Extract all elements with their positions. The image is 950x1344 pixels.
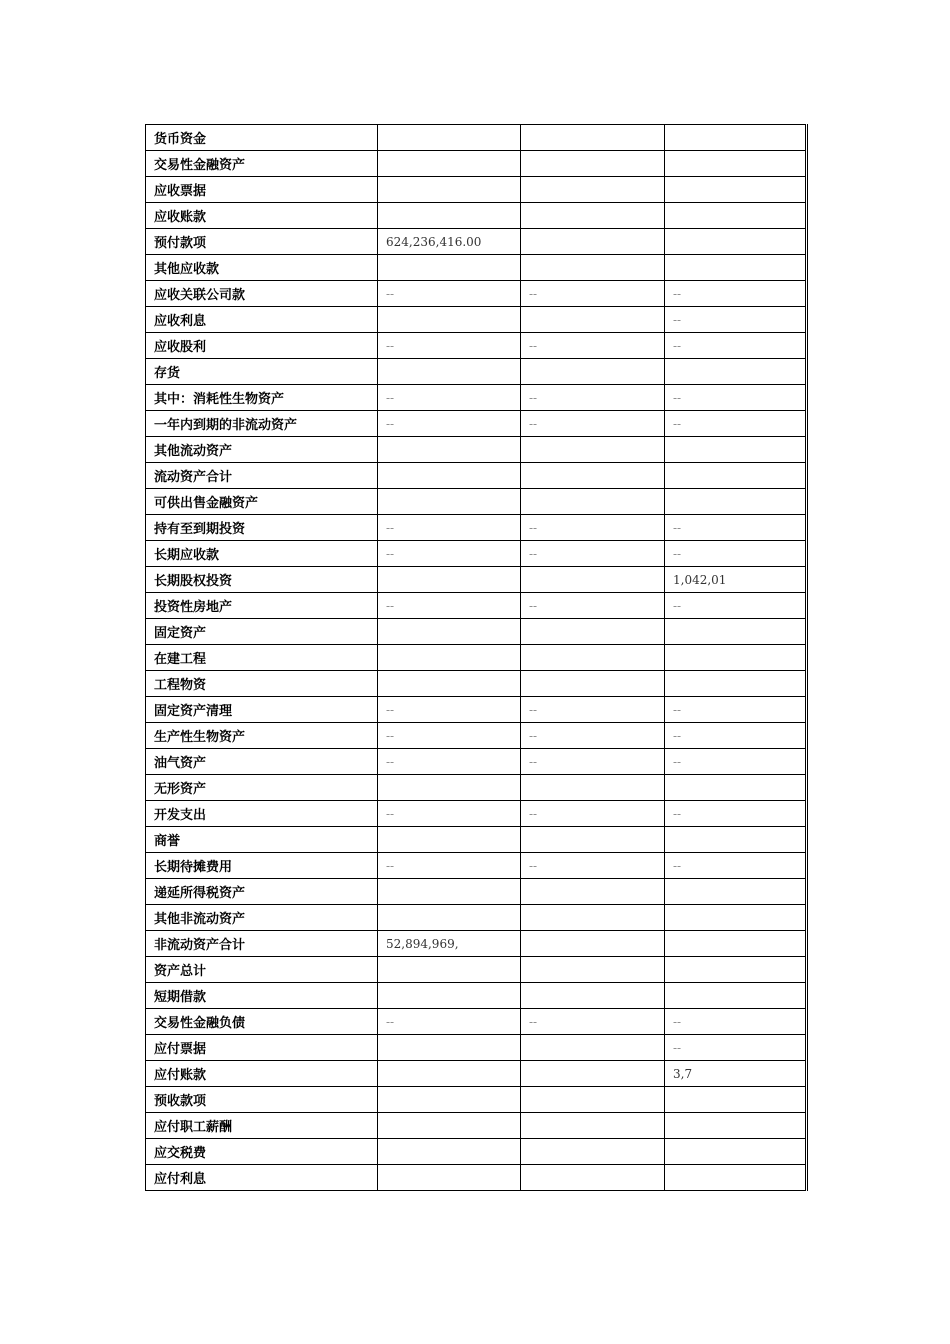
value-cell-col2 xyxy=(521,1035,665,1061)
value-cell-col1: -- xyxy=(378,723,521,749)
row-label: 投资性房地产 xyxy=(146,593,378,619)
value-cell-col3 xyxy=(665,983,807,1009)
row-label: 应付票据 xyxy=(146,1035,378,1061)
value-cell-col1 xyxy=(378,125,521,151)
table-row xyxy=(146,645,807,671)
value-cell-col1: -- xyxy=(378,281,521,307)
value-cell-col1 xyxy=(378,879,521,905)
row-label: 递延所得税资产 xyxy=(146,879,378,905)
value-cell-col3: -- xyxy=(665,515,807,541)
value-cell-col3: -- xyxy=(665,385,807,411)
value-cell-col3 xyxy=(665,151,807,177)
value-cell-col1 xyxy=(378,1139,521,1165)
row-label: 应收票据 xyxy=(146,177,378,203)
table-row xyxy=(146,983,807,1009)
value-cell-col1 xyxy=(378,905,521,931)
row-label: 应收利息 xyxy=(146,307,378,333)
row-label: 应交税费 xyxy=(146,1139,378,1165)
table-row xyxy=(146,333,807,359)
row-label: 应收账款 xyxy=(146,203,378,229)
row-label: 其中：消耗性生物资产 xyxy=(146,385,378,411)
value-cell-col1 xyxy=(378,1061,521,1087)
value-cell-col1: -- xyxy=(378,801,521,827)
row-label: 非流动资产合计 xyxy=(146,931,378,957)
value-cell-col3: -- xyxy=(665,1035,807,1061)
row-label: 长期应收款 xyxy=(146,541,378,567)
value-cell-col2 xyxy=(521,879,665,905)
table-row xyxy=(146,151,807,177)
value-cell-col3 xyxy=(665,203,807,229)
value-cell-col3 xyxy=(665,489,807,515)
value-cell-col2: -- xyxy=(521,697,665,723)
value-cell-col3: -- xyxy=(665,333,807,359)
table-row xyxy=(146,1139,807,1165)
value-cell-col2: -- xyxy=(521,411,665,437)
value-cell-col2 xyxy=(521,151,665,177)
value-cell-col2 xyxy=(521,619,665,645)
table-row xyxy=(146,931,807,957)
table-row xyxy=(146,1035,807,1061)
table-row xyxy=(146,567,807,593)
value-cell-col3 xyxy=(665,957,807,983)
table-row xyxy=(146,1061,807,1087)
row-label: 无形资产 xyxy=(146,775,378,801)
value-cell-col3 xyxy=(665,1139,807,1165)
row-label: 应付利息 xyxy=(146,1165,378,1191)
row-label: 货币资金 xyxy=(146,125,378,151)
table-row xyxy=(146,437,807,463)
value-cell-col3: -- xyxy=(665,307,807,333)
row-label: 商誉 xyxy=(146,827,378,853)
value-cell-col3 xyxy=(665,229,807,255)
table-row xyxy=(146,749,807,775)
row-label: 资产总计 xyxy=(146,957,378,983)
value-cell-col2 xyxy=(521,775,665,801)
value-cell-col2 xyxy=(521,905,665,931)
value-cell-col2 xyxy=(521,931,665,957)
value-cell-col3 xyxy=(665,1087,807,1113)
value-cell-col3: -- xyxy=(665,1009,807,1035)
value-cell-col2: -- xyxy=(521,749,665,775)
table-row xyxy=(146,489,807,515)
value-cell-col1: -- xyxy=(378,385,521,411)
value-cell-col2: -- xyxy=(521,541,665,567)
row-label: 一年内到期的非流动资产 xyxy=(146,411,378,437)
row-label: 应收关联公司款 xyxy=(146,281,378,307)
value-cell-col2 xyxy=(521,1061,665,1087)
value-cell-col3: -- xyxy=(665,853,807,879)
table-row xyxy=(146,359,807,385)
value-cell-col3 xyxy=(665,255,807,281)
value-cell-col2 xyxy=(521,203,665,229)
table-row xyxy=(146,801,807,827)
table-row xyxy=(146,125,807,151)
value-cell-col1 xyxy=(378,255,521,281)
value-cell-col2 xyxy=(521,1087,665,1113)
value-cell-col2: -- xyxy=(521,723,665,749)
row-label: 油气资产 xyxy=(146,749,378,775)
value-cell-col1 xyxy=(378,177,521,203)
table-row xyxy=(146,1009,807,1035)
value-cell-col1 xyxy=(378,1035,521,1061)
value-cell-col1: -- xyxy=(378,853,521,879)
value-cell-col3 xyxy=(665,177,807,203)
value-cell-col2 xyxy=(521,827,665,853)
row-label: 预收款项 xyxy=(146,1087,378,1113)
value-cell-col1: -- xyxy=(378,697,521,723)
value-cell-col3 xyxy=(665,645,807,671)
table-row xyxy=(146,203,807,229)
row-label: 固定资产清理 xyxy=(146,697,378,723)
table-row xyxy=(146,1165,807,1191)
value-cell-col2 xyxy=(521,125,665,151)
value-cell-col3 xyxy=(665,775,807,801)
value-cell-col1 xyxy=(378,983,521,1009)
row-label: 交易性金融负债 xyxy=(146,1009,378,1035)
value-cell-col3: -- xyxy=(665,697,807,723)
row-label: 可供出售金融资产 xyxy=(146,489,378,515)
row-label: 应付账款 xyxy=(146,1061,378,1087)
value-cell-col1 xyxy=(378,645,521,671)
value-cell-col2 xyxy=(521,1113,665,1139)
table-row xyxy=(146,1113,807,1139)
row-label: 其他流动资产 xyxy=(146,437,378,463)
table-row xyxy=(146,905,807,931)
value-cell-col2 xyxy=(521,671,665,697)
row-label: 在建工程 xyxy=(146,645,378,671)
value-cell-col1 xyxy=(378,1113,521,1139)
value-cell-col2 xyxy=(521,359,665,385)
value-cell-col2 xyxy=(521,463,665,489)
value-cell-col1: -- xyxy=(378,593,521,619)
value-cell-col1 xyxy=(378,151,521,177)
value-cell-col3: -- xyxy=(665,801,807,827)
value-cell-col1 xyxy=(378,489,521,515)
value-cell-col1 xyxy=(378,203,521,229)
table-row xyxy=(146,593,807,619)
table-row xyxy=(146,671,807,697)
row-label: 交易性金融资产 xyxy=(146,151,378,177)
value-cell-col1: 624,236,416.00 xyxy=(378,229,521,255)
value-cell-col2: -- xyxy=(521,853,665,879)
value-cell-col1 xyxy=(378,619,521,645)
table-row xyxy=(146,619,807,645)
value-cell-col2 xyxy=(521,1165,665,1191)
value-cell-col1 xyxy=(378,359,521,385)
value-cell-col2: -- xyxy=(521,333,665,359)
row-label: 应收股利 xyxy=(146,333,378,359)
value-cell-col1 xyxy=(378,957,521,983)
value-cell-col1: -- xyxy=(378,541,521,567)
balance-sheet-body xyxy=(146,125,807,1191)
table-row xyxy=(146,229,807,255)
row-label: 生产性生物资产 xyxy=(146,723,378,749)
value-cell-col3: -- xyxy=(665,749,807,775)
value-cell-col3 xyxy=(665,437,807,463)
value-cell-col3 xyxy=(665,827,807,853)
value-cell-col2 xyxy=(521,437,665,463)
value-cell-col1: -- xyxy=(378,333,521,359)
value-cell-col1 xyxy=(378,463,521,489)
value-cell-col1: 52,894,969, xyxy=(378,931,521,957)
value-cell-col1: -- xyxy=(378,749,521,775)
value-cell-col3 xyxy=(665,1113,807,1139)
table-row xyxy=(146,463,807,489)
value-cell-col2: -- xyxy=(521,281,665,307)
table-row xyxy=(146,879,807,905)
value-cell-col1 xyxy=(378,437,521,463)
value-cell-col2: -- xyxy=(521,515,665,541)
table-row xyxy=(146,307,807,333)
row-label: 开发支出 xyxy=(146,801,378,827)
value-cell-col2 xyxy=(521,177,665,203)
row-label: 固定资产 xyxy=(146,619,378,645)
value-cell-col1 xyxy=(378,775,521,801)
value-cell-col3: -- xyxy=(665,723,807,749)
value-cell-col2 xyxy=(521,489,665,515)
value-cell-col1 xyxy=(378,1165,521,1191)
value-cell-col3: -- xyxy=(665,541,807,567)
value-cell-col3: 3,7 xyxy=(665,1061,807,1087)
value-cell-col2 xyxy=(521,983,665,1009)
value-cell-col3: 1,042,01 xyxy=(665,567,807,593)
value-cell-col2 xyxy=(521,255,665,281)
value-cell-col1 xyxy=(378,827,521,853)
table-row xyxy=(146,541,807,567)
value-cell-col3: -- xyxy=(665,593,807,619)
row-label: 短期借款 xyxy=(146,983,378,1009)
value-cell-col3 xyxy=(665,125,807,151)
value-cell-col2 xyxy=(521,229,665,255)
value-cell-col1 xyxy=(378,1087,521,1113)
table-row xyxy=(146,281,807,307)
value-cell-col2 xyxy=(521,645,665,671)
row-label: 长期股权投资 xyxy=(146,567,378,593)
value-cell-col3: -- xyxy=(665,281,807,307)
value-cell-col3 xyxy=(665,359,807,385)
value-cell-col1 xyxy=(378,671,521,697)
value-cell-col3 xyxy=(665,905,807,931)
value-cell-col3 xyxy=(665,931,807,957)
table-row xyxy=(146,827,807,853)
table-row xyxy=(146,177,807,203)
row-label: 应付职工薪酬 xyxy=(146,1113,378,1139)
value-cell-col3 xyxy=(665,619,807,645)
table-row xyxy=(146,411,807,437)
value-cell-col3 xyxy=(665,879,807,905)
value-cell-col1: -- xyxy=(378,411,521,437)
row-label: 其他非流动资产 xyxy=(146,905,378,931)
value-cell-col2 xyxy=(521,567,665,593)
value-cell-col2 xyxy=(521,957,665,983)
value-cell-col3: -- xyxy=(665,411,807,437)
value-cell-col2: -- xyxy=(521,1009,665,1035)
value-cell-col3 xyxy=(665,1165,807,1191)
value-cell-col2 xyxy=(521,307,665,333)
row-label: 长期待摊费用 xyxy=(146,853,378,879)
value-cell-col1 xyxy=(378,567,521,593)
table-row xyxy=(146,697,807,723)
value-cell-col1: -- xyxy=(378,515,521,541)
row-label: 流动资产合计 xyxy=(146,463,378,489)
table-row xyxy=(146,255,807,281)
value-cell-col3 xyxy=(665,671,807,697)
table-row xyxy=(146,957,807,983)
row-label: 其他应收款 xyxy=(146,255,378,281)
row-label: 存货 xyxy=(146,359,378,385)
row-label: 持有至到期投资 xyxy=(146,515,378,541)
value-cell-col2: -- xyxy=(521,593,665,619)
table-row xyxy=(146,385,807,411)
value-cell-col2 xyxy=(521,1139,665,1165)
value-cell-col3 xyxy=(665,463,807,489)
table-row xyxy=(146,775,807,801)
row-label: 工程物资 xyxy=(146,671,378,697)
table-row xyxy=(146,723,807,749)
value-cell-col1 xyxy=(378,307,521,333)
value-cell-col1: -- xyxy=(378,1009,521,1035)
table-row xyxy=(146,853,807,879)
row-label: 预付款项 xyxy=(146,229,378,255)
table-row xyxy=(146,515,807,541)
table-row xyxy=(146,1087,807,1113)
balance-sheet-table xyxy=(145,124,808,1191)
value-cell-col2: -- xyxy=(521,801,665,827)
value-cell-col2: -- xyxy=(521,385,665,411)
